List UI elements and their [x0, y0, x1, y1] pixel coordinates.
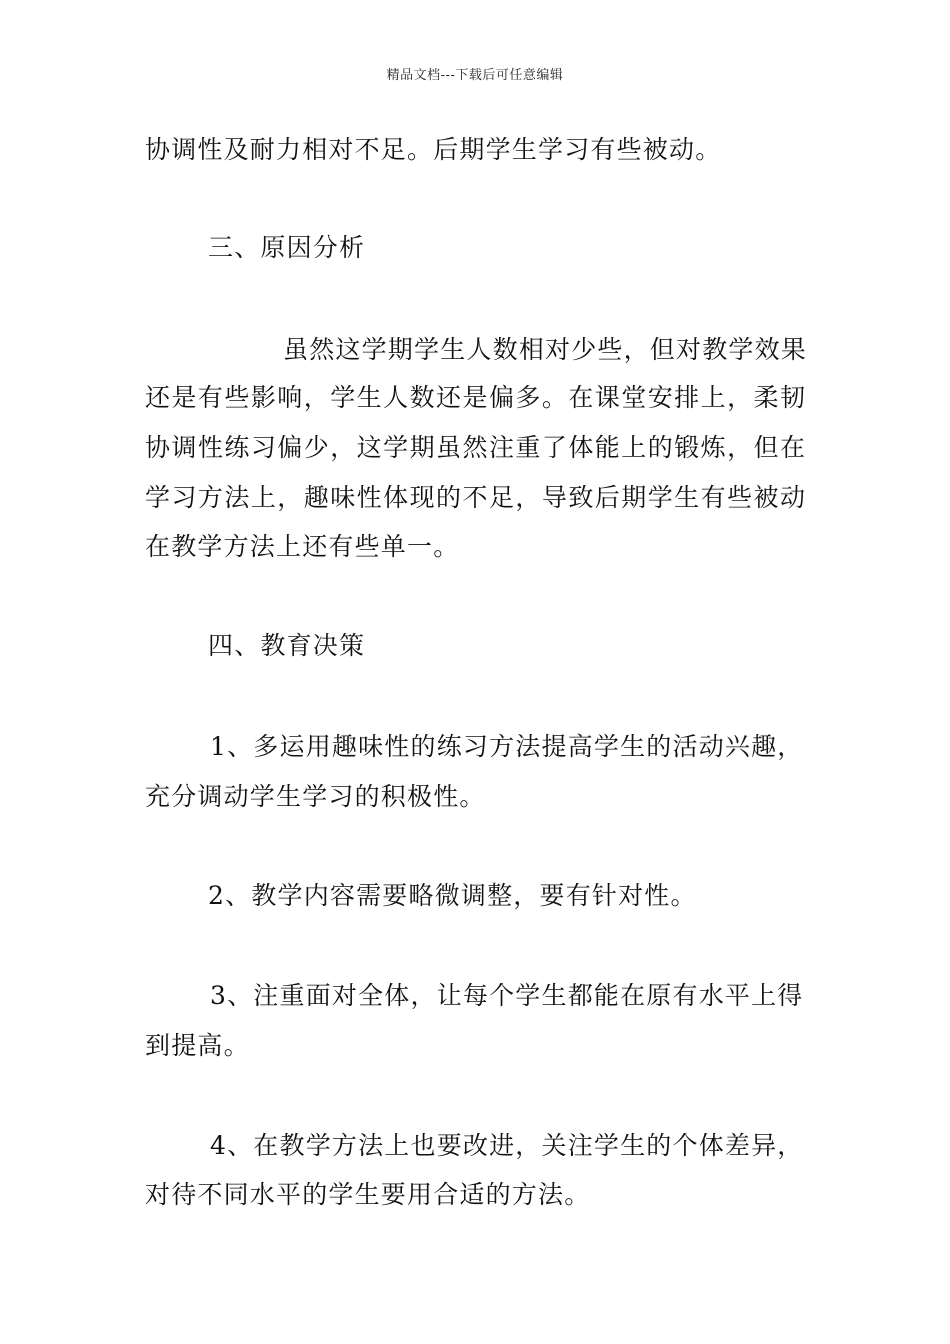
list-item-line: 充分调动学生学习的积极性。 — [145, 782, 486, 811]
list-item-line: 2、教学内容需要略微调整，要有针对性。 — [208, 881, 697, 910]
list-item-line: 到提高。 — [145, 1031, 250, 1060]
paragraph-line: 在教学方法上还有些单一。 — [145, 532, 460, 561]
section-heading: 三、原因分析 — [208, 233, 366, 262]
list-item-line: 1、多运用趣味性的练习方法提高学生的活动兴趣， — [210, 732, 804, 761]
paragraph-line: 还是有些影响，学生人数还是偏多。在课堂安排上，柔韧 — [145, 383, 805, 412]
text-line: 协调性及耐力相对不足。后期学生学习有些被动。 — [145, 135, 722, 164]
paragraph-line: 学习方法上，趣味性体现的不足，导致后期学生有些被动 — [145, 483, 805, 512]
list-item-line: 4、在教学方法上也要改进，关注学生的个体差异， — [210, 1131, 804, 1160]
list-item-line: 对待不同水平的学生要用合适的方法。 — [145, 1180, 591, 1209]
paragraph-line: 虽然这学期学生人数相对少些，但对教学效果 — [283, 335, 808, 364]
section-heading: 四、教育决策 — [208, 631, 366, 660]
list-item-line: 3、注重面对全体，让每个学生都能在原有水平上得 — [210, 981, 804, 1010]
page-header: 精品文档---下载后可任意编辑 — [386, 68, 564, 83]
paragraph-line: 协调性练习偏少，这学期虽然注重了体能上的锻炼，但在 — [145, 433, 805, 462]
